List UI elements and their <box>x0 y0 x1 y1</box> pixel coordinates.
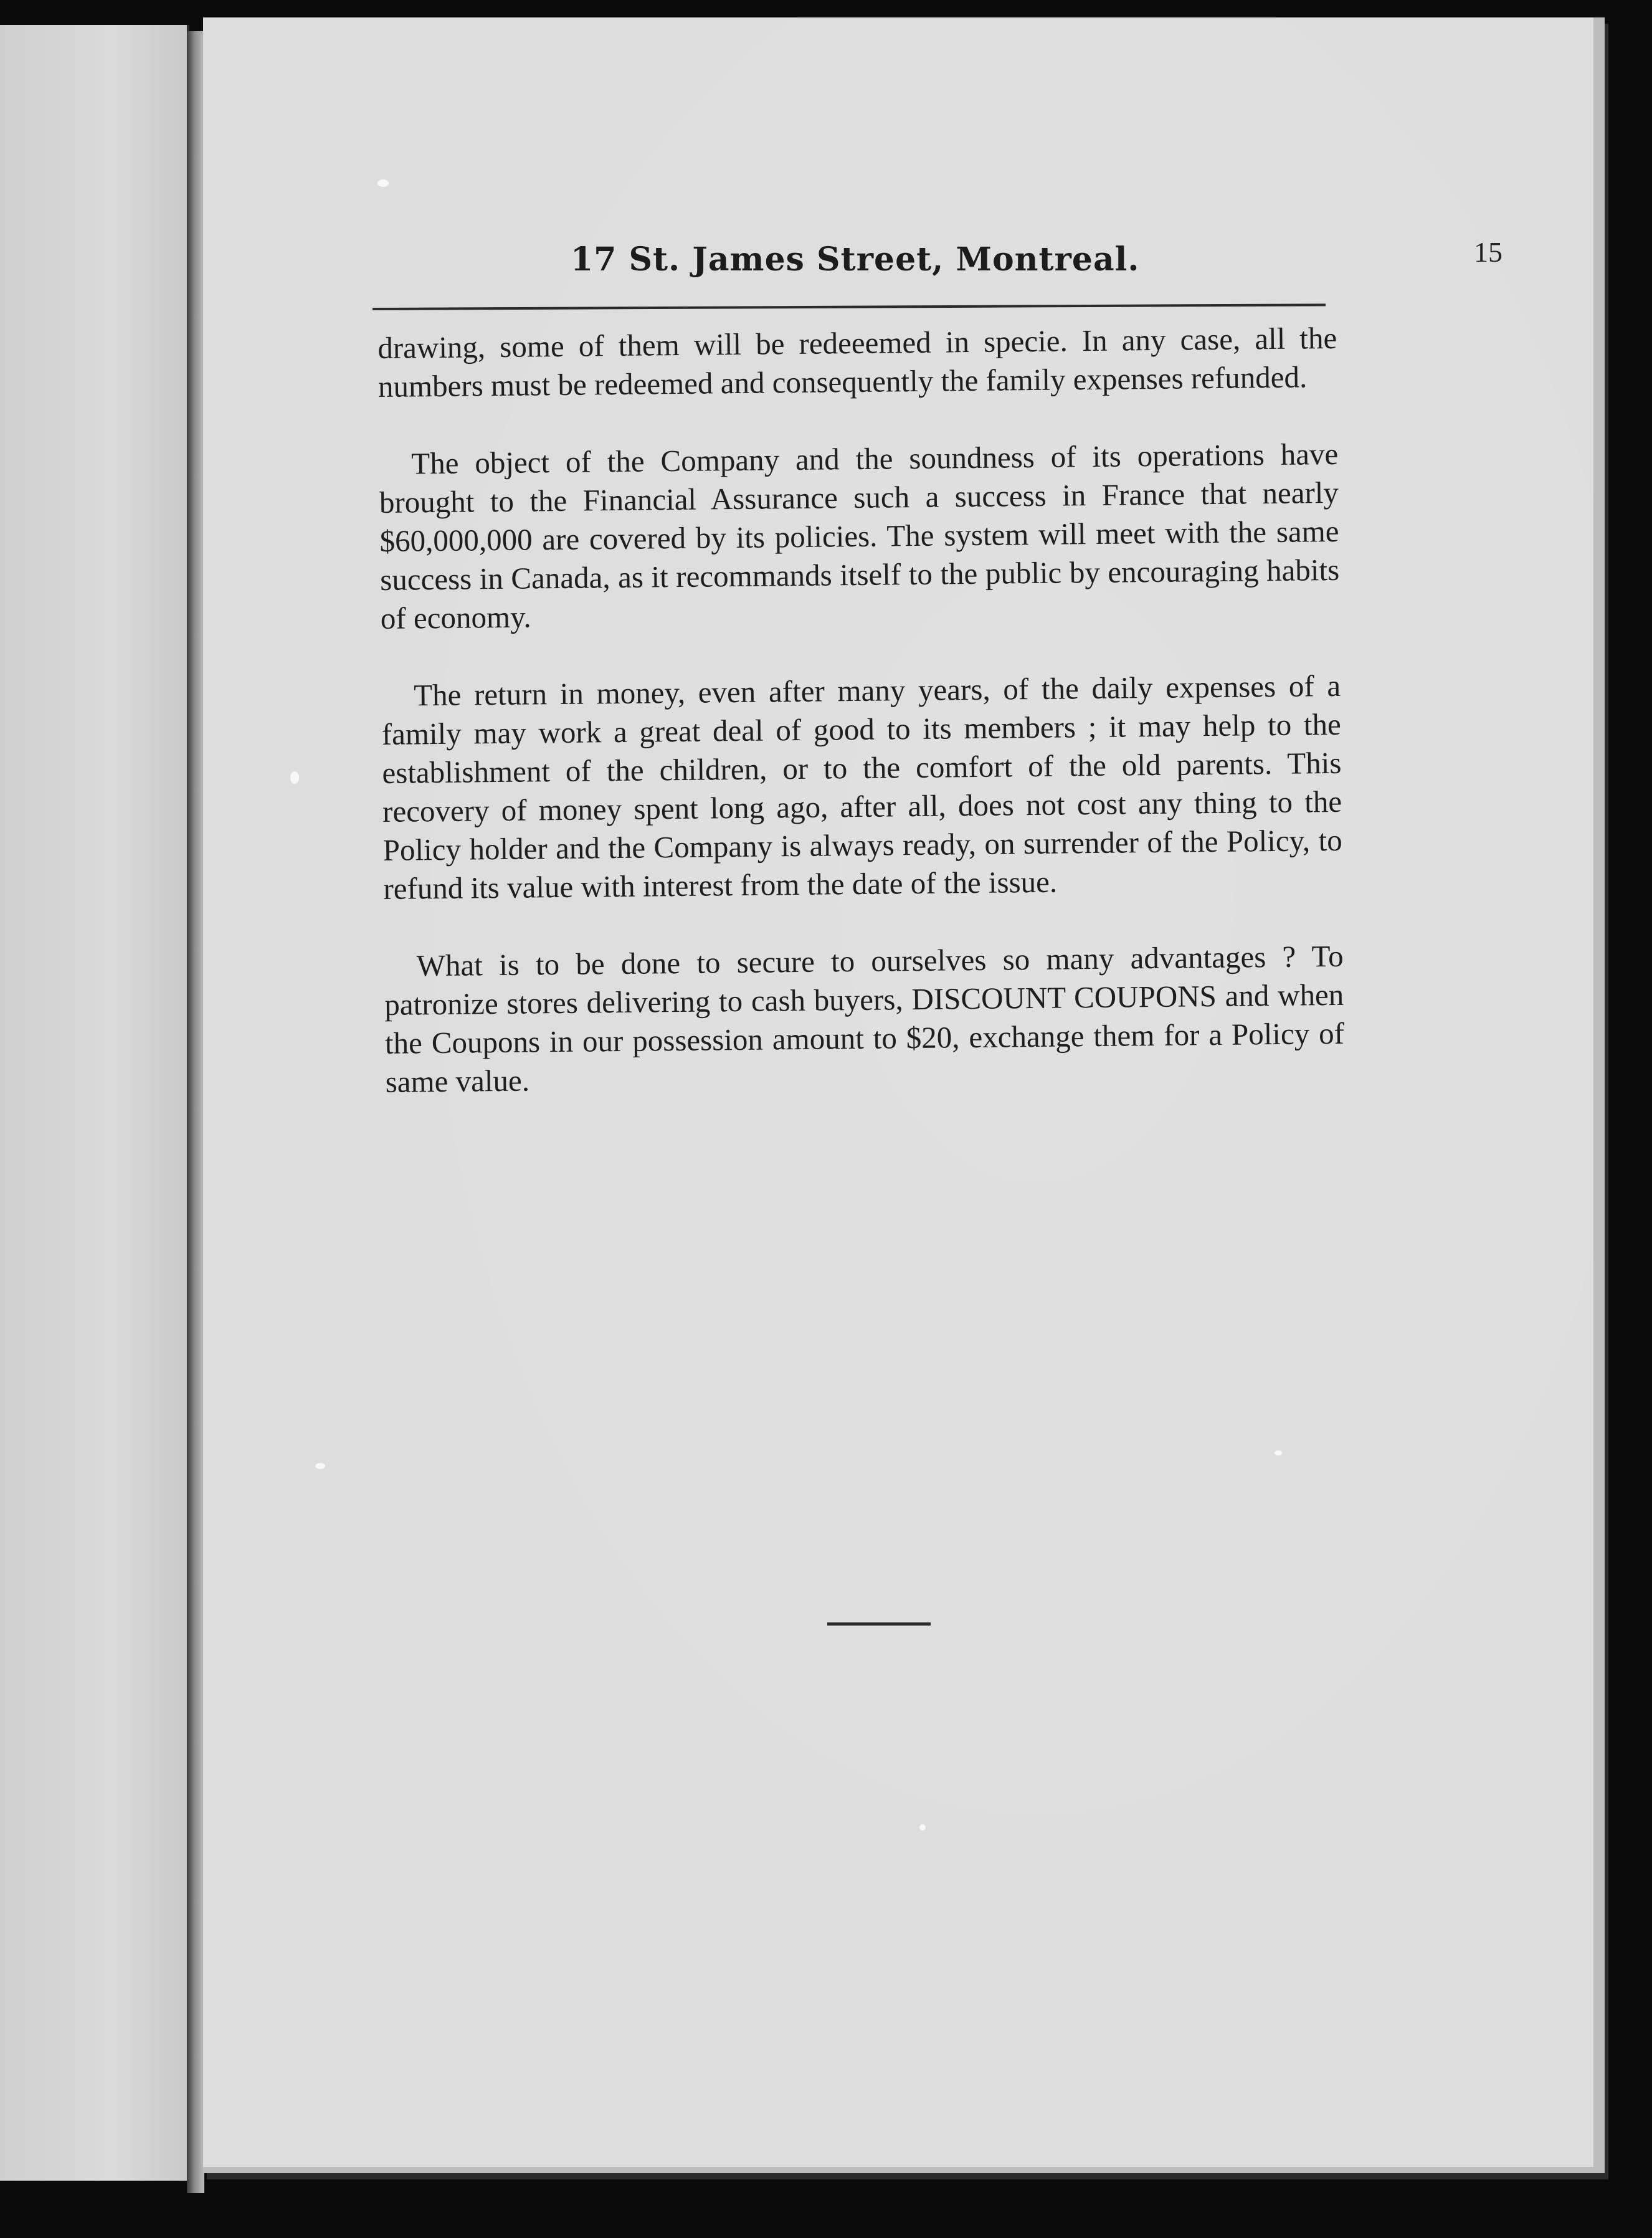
previous-page-edge <box>0 25 189 2181</box>
closing-rule <box>827 1622 931 1626</box>
body-text <box>377 319 1346 1140</box>
page-number: 15 <box>1474 236 1502 268</box>
paper-speck <box>377 179 389 187</box>
paper-speck <box>315 1463 325 1469</box>
paragraph-3: The return in money, even after many years, of the daily expenses of a family may work a great deal of good to its members ; it may help to the establishment of the children, or to the comfort of the old parents. This recovery of money spent long ago, after all, does not cost any thing to the Policy holder and the Company is always ready, on surrender of the Policy, to refund its value with interest from the date of the issue. <box>381 668 1342 906</box>
paragraph-2: The object of the Company and the soundness of its operations have brought to the Financial Assurance such a success in France that nearly $60,000,000 are covered by its policies. The system will meet with the same success in Canada, as it recommands itself to the public by encouraging habits of economy. <box>379 436 1340 636</box>
paper-speck <box>919 1824 926 1831</box>
running-head: 17 St. James Street, Montreal. <box>571 240 1140 279</box>
page-surface <box>203 17 1593 2167</box>
paragraph-1: drawing, some of them will be redeeemed in specie. In any case, all the numbers must be redeemed and consequently the family expenses refunded. <box>377 320 1337 404</box>
paragraph-4: What is to be done to secure to ourselves so many advantages ? To patronize stores delivering to cash buyers, DISCOUNT COUPONS and when the Coupons in our possession amount to $20, exchange them for a Policy of same value. <box>384 938 1345 1099</box>
page <box>203 17 1605 2173</box>
page-header <box>384 223 1549 298</box>
paper-speck <box>290 771 299 784</box>
paper-speck <box>1275 1450 1282 1455</box>
book-spine <box>187 31 204 2193</box>
header-rule <box>373 303 1326 310</box>
